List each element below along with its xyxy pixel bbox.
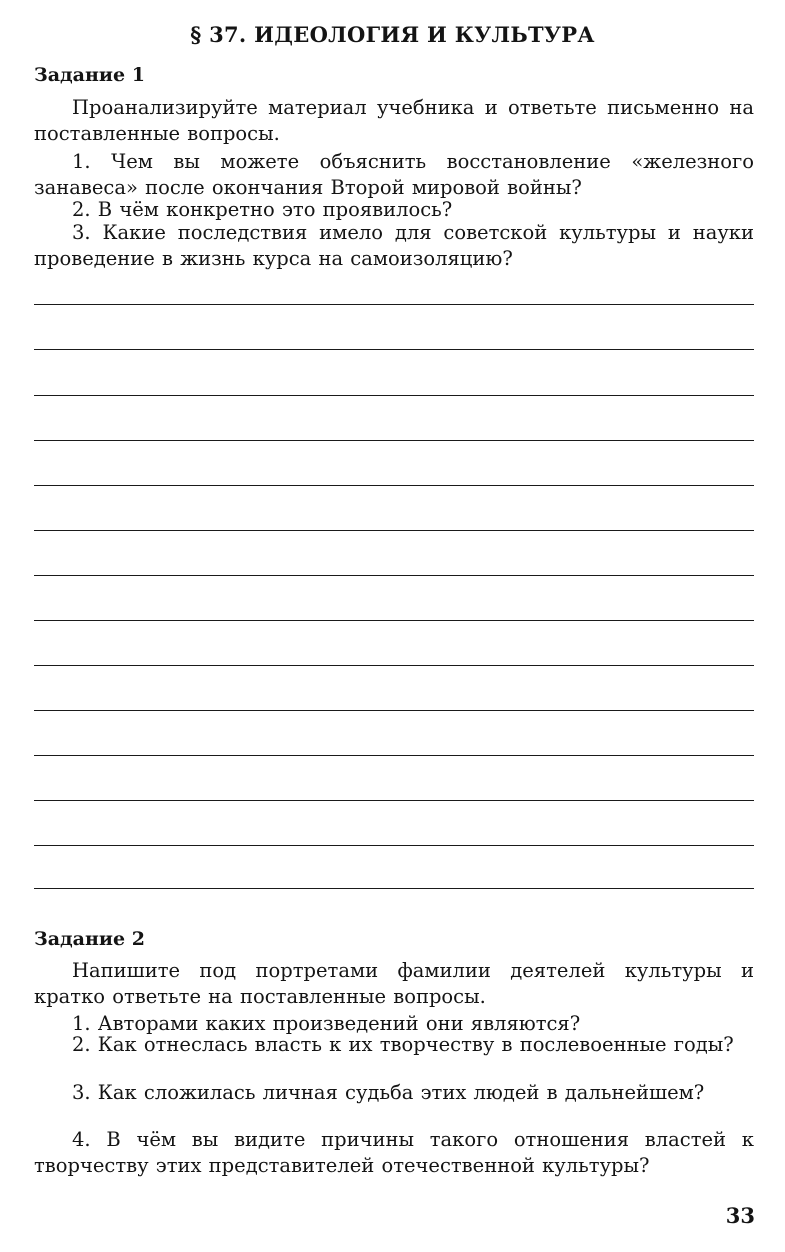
task1-question-1: 1. Чем вы можете объяснить восстановление «железного занавеса» после окончания Второй мировой войны? <box>34 150 754 199</box>
answer-line[interactable] <box>34 395 754 396</box>
answer-line[interactable] <box>34 665 754 666</box>
answer-line[interactable] <box>34 349 754 350</box>
task2-intro: Напишите под портретами фамилии деятелей культуры и кратко ответьте на поставленные вопросы. <box>34 959 754 1008</box>
answer-line[interactable] <box>34 755 754 756</box>
task1-heading: Задание 1 <box>34 64 145 86</box>
answer-line[interactable] <box>34 800 754 801</box>
section-title: § 37. ИДЕОЛОГИЯ И КУЛЬТУРА <box>190 22 595 47</box>
answer-line[interactable] <box>34 620 754 621</box>
answer-line[interactable] <box>34 888 754 889</box>
page-number: 33 <box>725 1203 755 1228</box>
task2-question-4: 4. В чём вы видите причины такого отношения властей к творчеству этих представителей отечественной культуры? <box>34 1128 754 1177</box>
task1-question-2: 2. В чём конкретно это проявилось? <box>72 198 453 221</box>
answer-line[interactable] <box>34 845 754 846</box>
answer-line[interactable] <box>34 575 754 576</box>
answer-line[interactable] <box>34 440 754 441</box>
answer-line[interactable] <box>34 710 754 711</box>
task2-question-2: 2. Как отнеслась власть к их творчеству в послевоенные годы? <box>72 1033 734 1056</box>
task2-question-1: 1. Авторами каких произведений они являются? <box>72 1012 581 1035</box>
answer-line[interactable] <box>34 485 754 486</box>
task2-heading: Задание 2 <box>34 928 145 950</box>
answer-line[interactable] <box>34 304 754 305</box>
answer-line[interactable] <box>34 530 754 531</box>
task2-question-3: 3. Как сложилась личная судьба этих людей в дальнейшем? <box>72 1081 705 1104</box>
task1-question-3: 3. Какие последствия имело для советской культуры и науки проведение в жизнь курса на самоизоляцию? <box>34 221 754 270</box>
task1-intro: Проанализируйте материал учебника и ответьте письменно на поставленные вопросы. <box>34 96 754 145</box>
